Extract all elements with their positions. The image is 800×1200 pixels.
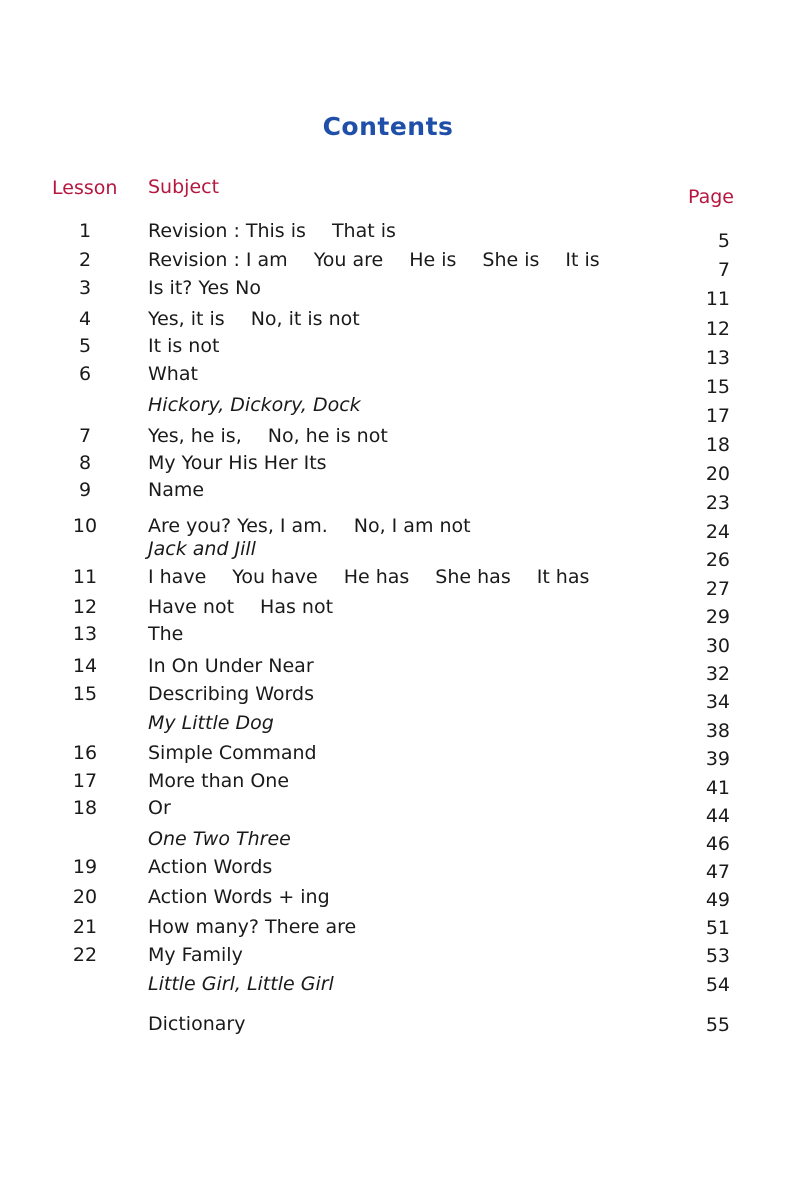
lesson-number: 16 xyxy=(72,742,98,764)
subject-phrase: Simple Command xyxy=(148,742,317,764)
subject-phrase: Action Words + ing xyxy=(148,886,330,908)
lesson-subject xyxy=(148,885,330,909)
lesson-subject xyxy=(148,276,261,300)
page-number: 54 xyxy=(705,974,730,996)
contents-row xyxy=(0,711,800,735)
lesson-subject xyxy=(148,514,471,538)
lesson-subject xyxy=(148,334,219,358)
contents-row xyxy=(0,769,800,793)
page-number: 41 xyxy=(705,777,730,799)
lesson-number: 1 xyxy=(78,220,92,242)
page-number: 55 xyxy=(705,1014,730,1036)
subject-phrase: One Two Three xyxy=(148,828,291,850)
subject-phrase: No, I am not xyxy=(353,515,471,537)
subject-phrase: What xyxy=(148,363,198,385)
lesson-number: 19 xyxy=(72,856,98,878)
subject-phrase: Jack and Jill xyxy=(148,538,256,560)
lesson-subject xyxy=(148,595,333,619)
contents-row xyxy=(0,307,800,331)
page-number: 38 xyxy=(705,720,730,742)
subject-phrase: You are xyxy=(313,249,384,271)
lesson-number: 5 xyxy=(78,335,92,357)
page-number: 23 xyxy=(705,492,730,514)
lesson-subject xyxy=(148,682,314,706)
subject-phrase: Is it? Yes No xyxy=(148,277,261,299)
lesson-subject xyxy=(148,565,589,589)
subject-phrase: Hickory, Dickory, Dock xyxy=(148,394,361,416)
contents-row xyxy=(0,943,800,967)
subject-phrase: Revision : This is xyxy=(148,220,306,242)
subject-phrase: It is not xyxy=(148,335,220,357)
lesson-subject xyxy=(148,478,204,502)
contents-row xyxy=(0,885,800,909)
contents-row xyxy=(0,595,800,619)
contents-row xyxy=(0,565,800,589)
subject-phrase: My Family xyxy=(148,944,243,966)
subject-phrase: It has xyxy=(536,566,590,588)
lesson-number: 7 xyxy=(78,425,92,447)
subject-phrase: Has not xyxy=(260,596,334,618)
contents-row xyxy=(0,682,800,706)
contents-row xyxy=(0,362,800,386)
contents-row xyxy=(0,393,800,417)
lesson-column-header: Lesson xyxy=(52,177,118,199)
lesson-subject xyxy=(148,424,388,448)
contents-row xyxy=(0,827,800,851)
subject-phrase: No, he is not xyxy=(267,425,388,447)
lesson-number: 14 xyxy=(72,655,98,677)
subject-phrase: You have xyxy=(232,566,318,588)
lesson-subject xyxy=(148,915,356,939)
contents-row xyxy=(0,478,800,502)
subject-phrase: Little Girl, Little Girl xyxy=(148,973,334,995)
lesson-number: 20 xyxy=(72,886,98,908)
lesson-number: 10 xyxy=(72,515,98,537)
page-number: 24 xyxy=(705,521,730,543)
lesson-subject xyxy=(148,451,327,475)
lesson-number: 15 xyxy=(72,683,98,705)
page-number: 15 xyxy=(705,376,730,398)
page-number: 18 xyxy=(705,434,730,456)
page-title: Contents xyxy=(322,112,454,141)
subject-phrase: That is xyxy=(331,220,396,242)
subject-phrase: In On Under Near xyxy=(148,655,314,677)
subject-phrase: No, it is not xyxy=(250,308,360,330)
subject-phrase: My Your His Her Its xyxy=(148,452,327,474)
lesson-subject xyxy=(148,307,360,331)
lesson-subject xyxy=(148,622,183,646)
page-number: 53 xyxy=(705,945,730,967)
lesson-number: 13 xyxy=(72,623,98,645)
subject-phrase: She is xyxy=(482,249,540,271)
lesson-number: 22 xyxy=(72,944,98,966)
subject-phrase: She has xyxy=(435,566,511,588)
contents-row xyxy=(0,972,800,996)
lesson-subject xyxy=(148,248,600,272)
page-number: 13 xyxy=(705,347,730,369)
poem-title xyxy=(148,711,274,735)
page-column-header: Page xyxy=(688,186,734,208)
page-number: 5 xyxy=(717,230,730,252)
subject-phrase: Are you? Yes, I am. xyxy=(148,515,328,537)
lesson-subject xyxy=(148,796,171,820)
lesson-number: 11 xyxy=(72,566,98,588)
contents-row xyxy=(0,622,800,646)
subject-phrase: Name xyxy=(148,479,205,501)
contents-row xyxy=(0,424,800,448)
lesson-subject xyxy=(148,741,317,765)
poem-title xyxy=(148,827,291,851)
lesson-number: 3 xyxy=(78,277,92,299)
subject-phrase: Action Words xyxy=(148,856,273,878)
subject-phrase: Describing Words xyxy=(148,683,314,705)
lesson-subject xyxy=(148,362,198,386)
lesson-number: 21 xyxy=(72,916,98,938)
contents-row xyxy=(0,248,800,272)
page-number: 26 xyxy=(705,549,730,571)
lesson-subject xyxy=(148,1012,245,1036)
lesson-subject xyxy=(148,943,243,967)
contents-row xyxy=(0,654,800,678)
page-number: 44 xyxy=(705,805,730,827)
lesson-subject xyxy=(148,769,289,793)
subject-phrase: Or xyxy=(148,797,171,819)
subject-phrase: Have not xyxy=(148,596,235,618)
poem-title xyxy=(148,537,256,561)
page-number: 20 xyxy=(705,463,730,485)
contents-row xyxy=(0,741,800,765)
page-number: 49 xyxy=(705,889,730,911)
lesson-number: 9 xyxy=(78,479,92,501)
page-number: 39 xyxy=(705,748,730,770)
subject-phrase: How many? There are xyxy=(148,916,357,938)
subject-phrase: Yes, he is, xyxy=(148,425,242,447)
page-number: 11 xyxy=(705,288,730,310)
subject-phrase: The xyxy=(148,623,184,645)
subject-column-header: Subject xyxy=(148,176,220,198)
lesson-number: 4 xyxy=(78,308,92,330)
contents-row xyxy=(0,514,800,538)
contents-row xyxy=(0,537,800,561)
page-number: 17 xyxy=(705,405,730,427)
lesson-number: 18 xyxy=(72,797,98,819)
lesson-number: 12 xyxy=(72,596,98,618)
contents-row xyxy=(0,219,800,243)
poem-title xyxy=(148,393,361,417)
lesson-subject xyxy=(148,855,272,879)
page-number: 29 xyxy=(705,606,730,628)
subject-phrase: Yes, it is xyxy=(148,308,225,330)
lesson-subject xyxy=(148,219,396,243)
subject-phrase: I have xyxy=(148,566,207,588)
poem-title xyxy=(148,972,334,996)
page-number: 34 xyxy=(705,691,730,713)
subject-phrase: Revision : I am xyxy=(148,249,288,271)
subject-phrase: My Little Dog xyxy=(148,712,274,734)
lesson-number: 17 xyxy=(72,770,98,792)
subject-phrase: He has xyxy=(343,566,410,588)
page-number: 27 xyxy=(705,578,730,600)
subject-phrase: He is xyxy=(409,249,457,271)
lesson-number: 8 xyxy=(78,452,92,474)
subject-phrase: It is xyxy=(565,249,600,271)
subject-phrase: Dictionary xyxy=(148,1013,246,1035)
contents-row xyxy=(0,1012,800,1036)
contents-row xyxy=(0,276,800,300)
page-number: 46 xyxy=(705,833,730,855)
page-number: 32 xyxy=(705,663,730,685)
page-number: 12 xyxy=(705,318,730,340)
page-number: 7 xyxy=(717,259,730,281)
contents-row xyxy=(0,451,800,475)
contents-row xyxy=(0,915,800,939)
page-number: 51 xyxy=(705,917,730,939)
contents-row xyxy=(0,796,800,820)
subject-phrase: More than One xyxy=(148,770,290,792)
lesson-number: 6 xyxy=(78,363,92,385)
lesson-subject xyxy=(148,654,314,678)
page-number: 47 xyxy=(705,861,730,883)
page-number: 30 xyxy=(705,635,730,657)
contents-row xyxy=(0,855,800,879)
lesson-number: 2 xyxy=(78,249,92,271)
contents-row xyxy=(0,334,800,358)
